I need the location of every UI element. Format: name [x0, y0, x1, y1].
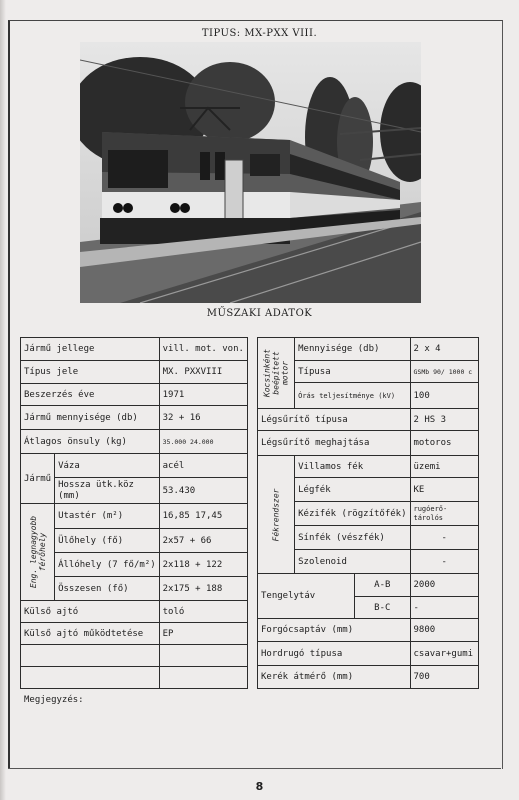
table-row [21, 384, 248, 406]
ev-value: 1971 [159, 384, 247, 406]
legfek-value: KE [410, 478, 479, 502]
table-row-empty [21, 645, 248, 667]
kerek-label: Kerék átmérő (mm) [258, 666, 411, 689]
hossz-value: 53.430 [159, 478, 247, 504]
table-row [258, 642, 479, 666]
motor-group-label: Kocsinként beépített motor [262, 348, 290, 398]
ajto-mukodtetes-label: Külső ajtó működtetése [21, 623, 160, 645]
type-title: TIPUS: MX-PXX VIII. [201, 28, 318, 39]
table-row [21, 478, 248, 504]
ulohely-label: Ülőhely (fő) [55, 529, 160, 553]
ulohely-value: 2x57 + 66 [159, 529, 247, 553]
table-row-empty [21, 667, 248, 689]
table-row [258, 338, 479, 361]
table-row [258, 574, 479, 597]
ev-label: Beszerzés éve [21, 384, 160, 406]
table-row [21, 454, 248, 478]
legsurito-hajtas-label: Légsűrítő meghajtása [258, 431, 411, 456]
ajto-mukodtetes-value: EP [159, 623, 247, 645]
table-row [21, 338, 248, 361]
table-row [258, 666, 479, 689]
table-row [258, 456, 479, 478]
ferohely-group-label: Eng. legnagyobb férőhely [28, 515, 47, 589]
bc-value: - [410, 597, 479, 619]
jellege-label: Jármű jellege [21, 338, 160, 361]
legsurito-tipus-value: 2 HS 3 [410, 409, 479, 431]
empty-cell [159, 645, 247, 667]
right-spec-table [257, 337, 479, 689]
motor-teljesitmeny-value: 100 [410, 383, 479, 409]
szolenoid-value: - [410, 550, 479, 574]
jarmu-group-label: Jármű [21, 454, 55, 504]
ajto-label: Külső ajtó [21, 601, 160, 623]
forgocsap-value: 9800 [410, 619, 479, 642]
kezifek-label: Kézifék (rögzítőfék) [295, 502, 410, 526]
motor-group [258, 338, 295, 409]
kerek-value: 700 [410, 666, 479, 689]
motor-tipus-label: Típusa [295, 361, 410, 383]
villamos-fek-label: Villamos fék [295, 456, 410, 478]
suly-value: 35.000 24.000 [159, 430, 247, 454]
legsurito-hajtas-value: motoros [410, 431, 479, 456]
jellege-value: vill. mot. von. [159, 338, 247, 361]
page-number: 8 [255, 780, 264, 793]
table-row [21, 430, 248, 454]
suly-label: Átlagos önsuly (kg) [21, 430, 160, 454]
page-bottom-rule [8, 768, 501, 769]
train-photo [80, 42, 421, 303]
motor-teljesitmeny-label: Órás teljesítménye (kV) [295, 383, 410, 409]
motor-tipus-value: GSMb 90/ 1000 c [410, 361, 479, 383]
sinfek-label: Sínfék (vészfék) [295, 526, 410, 550]
tengelytav-label: Tengelytáv [258, 574, 355, 619]
ab-value: 2000 [410, 574, 479, 597]
vaza-value: acél [159, 454, 247, 478]
osszesen-label: Összesen (fő) [55, 577, 160, 601]
kezifek-value: rugóerő-tárolós [410, 502, 479, 526]
table-row [21, 504, 248, 529]
table-row [21, 406, 248, 430]
fek-group-label: Fékrendszer [271, 488, 281, 541]
bc-label: B-C [355, 597, 410, 619]
empty-cell [21, 645, 160, 667]
ajto-value: toló [159, 601, 247, 623]
osszesen-value: 2x175 + 188 [159, 577, 247, 601]
empty-cell [21, 667, 160, 689]
table-row [21, 361, 248, 384]
hossz-label: Hossza ütk.köz (mm) [55, 478, 160, 504]
szolenoid-label: Szolenoid [295, 550, 410, 574]
motor-menny-value: 2 x 4 [410, 338, 479, 361]
sinfek-value: - [410, 526, 479, 550]
motor-menny-label: Mennyisége (db) [295, 338, 410, 361]
hordrugo-value: csavar+gumi [410, 642, 479, 666]
allohely-value: 2x118 + 122 [159, 553, 247, 577]
legfek-label: Légfék [295, 478, 410, 502]
utaster-label: Utastér (m²) [55, 504, 160, 529]
empty-cell [159, 667, 247, 689]
forgocsap-label: Forgócsaptáv (mm) [258, 619, 411, 642]
allohely-label: Állóhely (7 fő/m²) [55, 553, 160, 577]
ferohely-group [21, 504, 55, 601]
train-photo-image [80, 42, 421, 303]
utaster-value: 16,85 17,45 [159, 504, 247, 529]
vaza-label: Váza [55, 454, 160, 478]
menny-label: Jármű mennyisége (db) [21, 406, 160, 430]
section-title: MŰSZAKI ADATOK [206, 308, 313, 319]
table-row [21, 623, 248, 645]
note-label: Megjegyzés: [24, 695, 84, 705]
jele-value: MX. PXXVIII [159, 361, 247, 384]
table-row [258, 409, 479, 431]
ab-label: A-B [355, 574, 410, 597]
legsurito-tipus-label: Légsűrítő típusa [258, 409, 411, 431]
menny-value: 32 + 16 [159, 406, 247, 430]
table-row [21, 601, 248, 623]
table-row [258, 431, 479, 456]
hordrugo-label: Hordrugó típusa [258, 642, 411, 666]
jele-label: Típus jele [21, 361, 160, 384]
table-row [258, 619, 479, 642]
left-spec-table [20, 337, 248, 689]
fek-group [258, 456, 295, 574]
page-binding-shadow [0, 0, 6, 800]
villamos-fek-value: üzemi [410, 456, 479, 478]
